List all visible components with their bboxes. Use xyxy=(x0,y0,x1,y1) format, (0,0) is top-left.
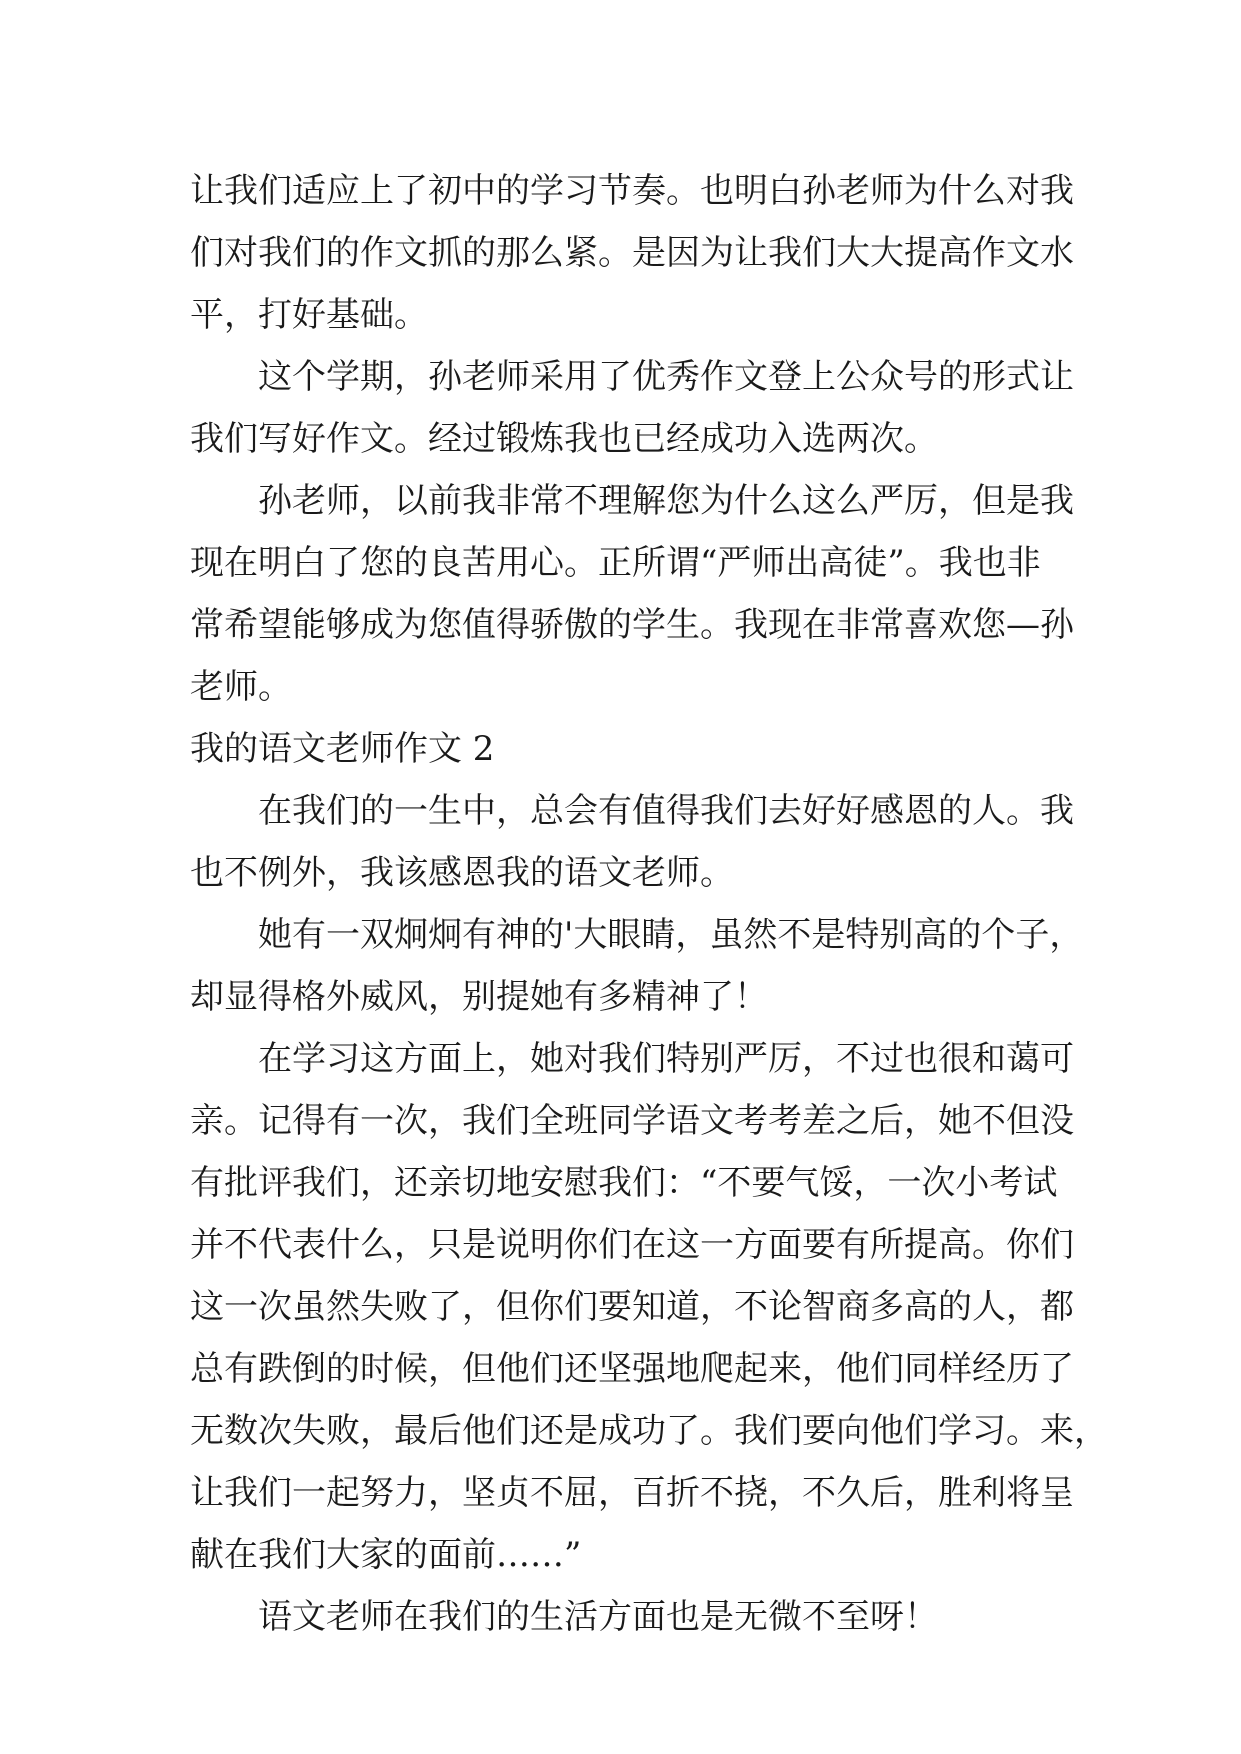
text-line: 无数次失败，最后他们还是成功了。我们要向他们学习。来， xyxy=(190,1411,1108,1451)
text-line: 常希望能够成为您值得骄傲的学生。我现在非常喜欢您—孙 xyxy=(190,605,1074,645)
text-line: 我们写好作文。经过锻炼我也已经成功入选两次。 xyxy=(190,419,938,459)
text-line: 老师。 xyxy=(190,667,292,707)
text-line: 这一次虽然失败了，但你们要知道，不论智商多高的人，都 xyxy=(190,1287,1074,1327)
text-line: 们对我们的作文抓的那么紧。是因为让我们大大提高作文水 xyxy=(190,233,1074,273)
text-line: 她有一双炯炯有神的'大眼睛，虽然不是特别高的个子， xyxy=(258,915,1084,955)
text-line: 总有跌倒的时候，但他们还坚强地爬起来，他们同样经历了 xyxy=(190,1349,1074,1389)
text-line: 亲。记得有一次，我们全班同学语文考考差之后，她不但没 xyxy=(190,1101,1074,1141)
text-line: 献在我们大家的面前……” xyxy=(190,1535,582,1575)
text-line: 并不代表什么，只是说明你们在这一方面要有所提高。你们 xyxy=(190,1225,1074,1265)
text-line: 这个学期，孙老师采用了优秀作文登上公众号的形式让 xyxy=(258,357,1074,397)
text-line: 在我们的一生中，总会有值得我们去好好感恩的人。我 xyxy=(258,791,1074,831)
text-line: 语文老师在我们的生活方面也是无微不至呀！ xyxy=(258,1597,938,1637)
document-body xyxy=(190,160,1108,1648)
text-line: 平，打好基础。 xyxy=(190,295,428,335)
text-line: 却显得格外威风，别提她有多精神了！ xyxy=(190,977,768,1017)
text-line: 有批评我们，还亲切地安慰我们：“不要气馁，一次小考试 xyxy=(190,1163,1058,1203)
text-line: 在学习这方面上，她对我们特别严厉，不过也很和蔼可 xyxy=(258,1039,1074,1079)
section-heading: 我的语文老师作文 2 xyxy=(190,729,495,769)
text-line: 让我们一起努力，坚贞不屈，百折不挠，不久后，胜利将呈 xyxy=(190,1473,1074,1513)
text-line: 让我们适应上了初中的学习节奏。也明白孙老师为什么对我 xyxy=(190,171,1074,211)
text-line: 也不例外，我该感恩我的语文老师。 xyxy=(190,853,734,893)
text-line: 现在明白了您的良苦用心。正所谓“严师出高徒”。我也非 xyxy=(190,543,1041,583)
text-line: 孙老师，以前我非常不理解您为什么这么严厉，但是我 xyxy=(258,481,1074,521)
